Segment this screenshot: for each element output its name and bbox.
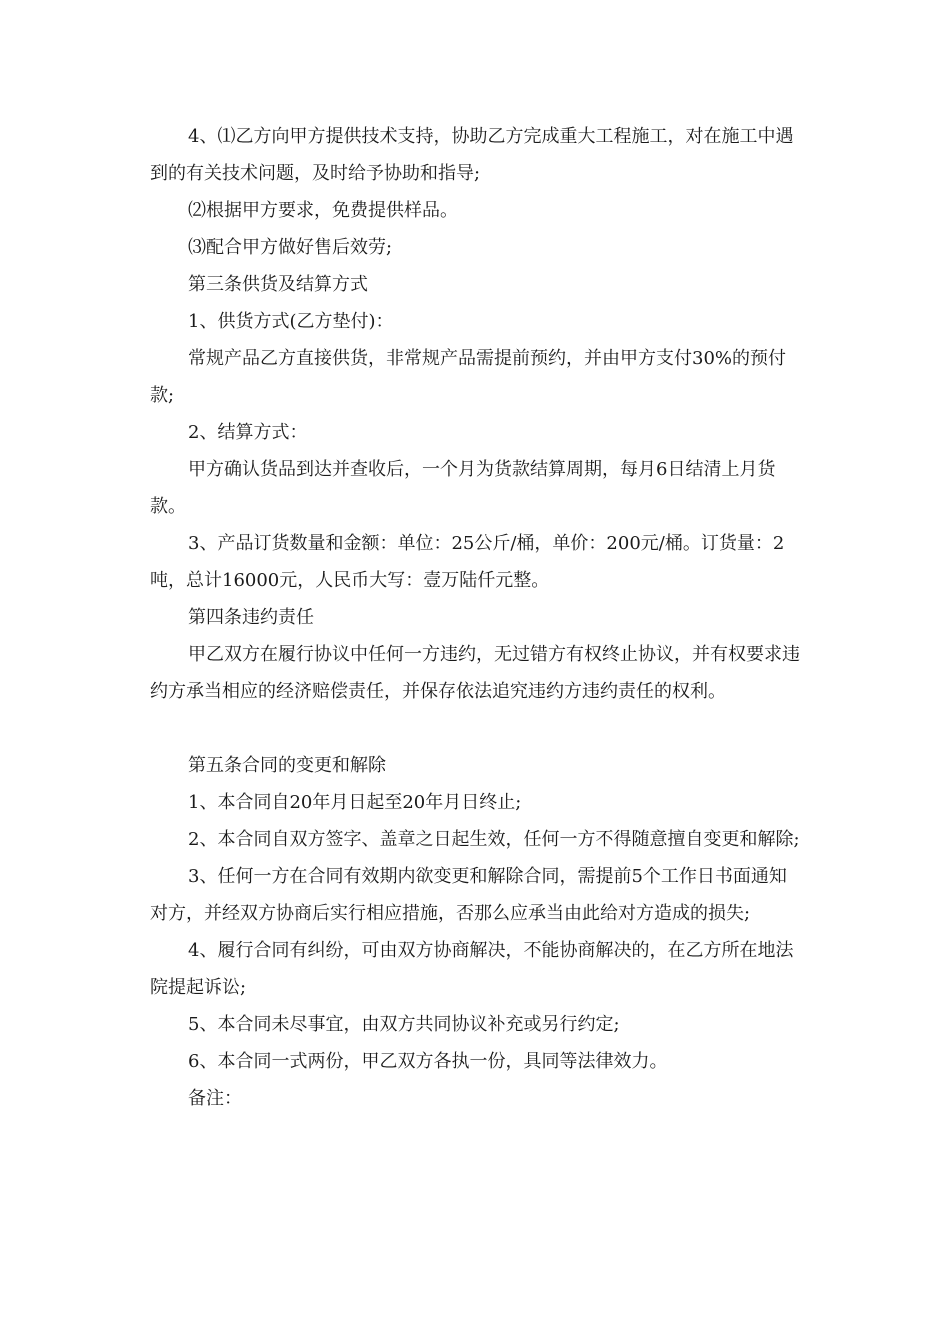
paragraph-gap	[150, 710, 802, 747]
contract-body	[150, 118, 802, 1117]
section-4-heading: 第四条违约责任	[188, 607, 314, 628]
supply-method-label: 1、供货方式(乙方垫付)：	[188, 311, 394, 332]
term-item-5: 5、本合同未尽事宜，由双方共同协议补充或另行约定;	[188, 1014, 620, 1035]
term-item-3: 3、任何一方在合同有效期内欲变更和解除合同，需提前5个工作日书面通知对方，并经双方协商后实行相应措施，否那么应承当由此给对方造成的损失;	[150, 866, 787, 924]
section-5-heading: 第五条合同的变更和解除	[188, 755, 386, 776]
section-3-heading: 第三条供货及结算方式	[188, 274, 368, 295]
term-item-2: 2、本合同自双方签字、盖章之日起生效，任何一方不得随意擅自变更和解除;	[188, 829, 800, 850]
term-item-6: 6、本合同一式两份，甲乙双方各执一份，具同等法律效力。	[188, 1051, 668, 1072]
breach-liability-text: 甲乙双方在履行协议中任何一方违约，无过错方有权终止协议，并有权要求违约方承当相应的经济赔偿责任，并保存依法追究违约方违约责任的权利。	[150, 644, 800, 702]
order-quantity-text: 3、产品订货数量和金额：单位：25公斤/桶，单价：200元/桶。订货量：2吨，总计16000元，人民币大写：壹万陆仟元整。	[150, 533, 785, 591]
term-item-1: 1、本合同自20年月日起至20年月日终止;	[188, 792, 522, 813]
settlement-method-label: 2、结算方式：	[188, 422, 308, 443]
clause-4-item-2: ⑵根据甲方要求，免费提供样品。	[188, 200, 458, 221]
clause-4-item-1: 4、⑴乙方向甲方提供技术支持，协助乙方完成重大工程施工，对在施工中遇到的有关技术问题，及时给予协助和指导;	[150, 126, 794, 184]
term-item-4: 4、履行合同有纠纷，可由双方协商解决，不能协商解决的，在乙方所在地法院提起诉讼;	[150, 940, 794, 998]
remarks-label: 备注：	[188, 1088, 242, 1109]
settlement-method-text: 甲方确认货品到达并查收后，一个月为货款结算周期，每月6日结清上月货款。	[150, 459, 776, 517]
supply-method-text: 常规产品乙方直接供货，非常规产品需提前预约，并由甲方支付30%的预付款;	[150, 348, 787, 406]
clause-4-item-3: ⑶配合甲方做好售后效劳;	[188, 237, 393, 258]
